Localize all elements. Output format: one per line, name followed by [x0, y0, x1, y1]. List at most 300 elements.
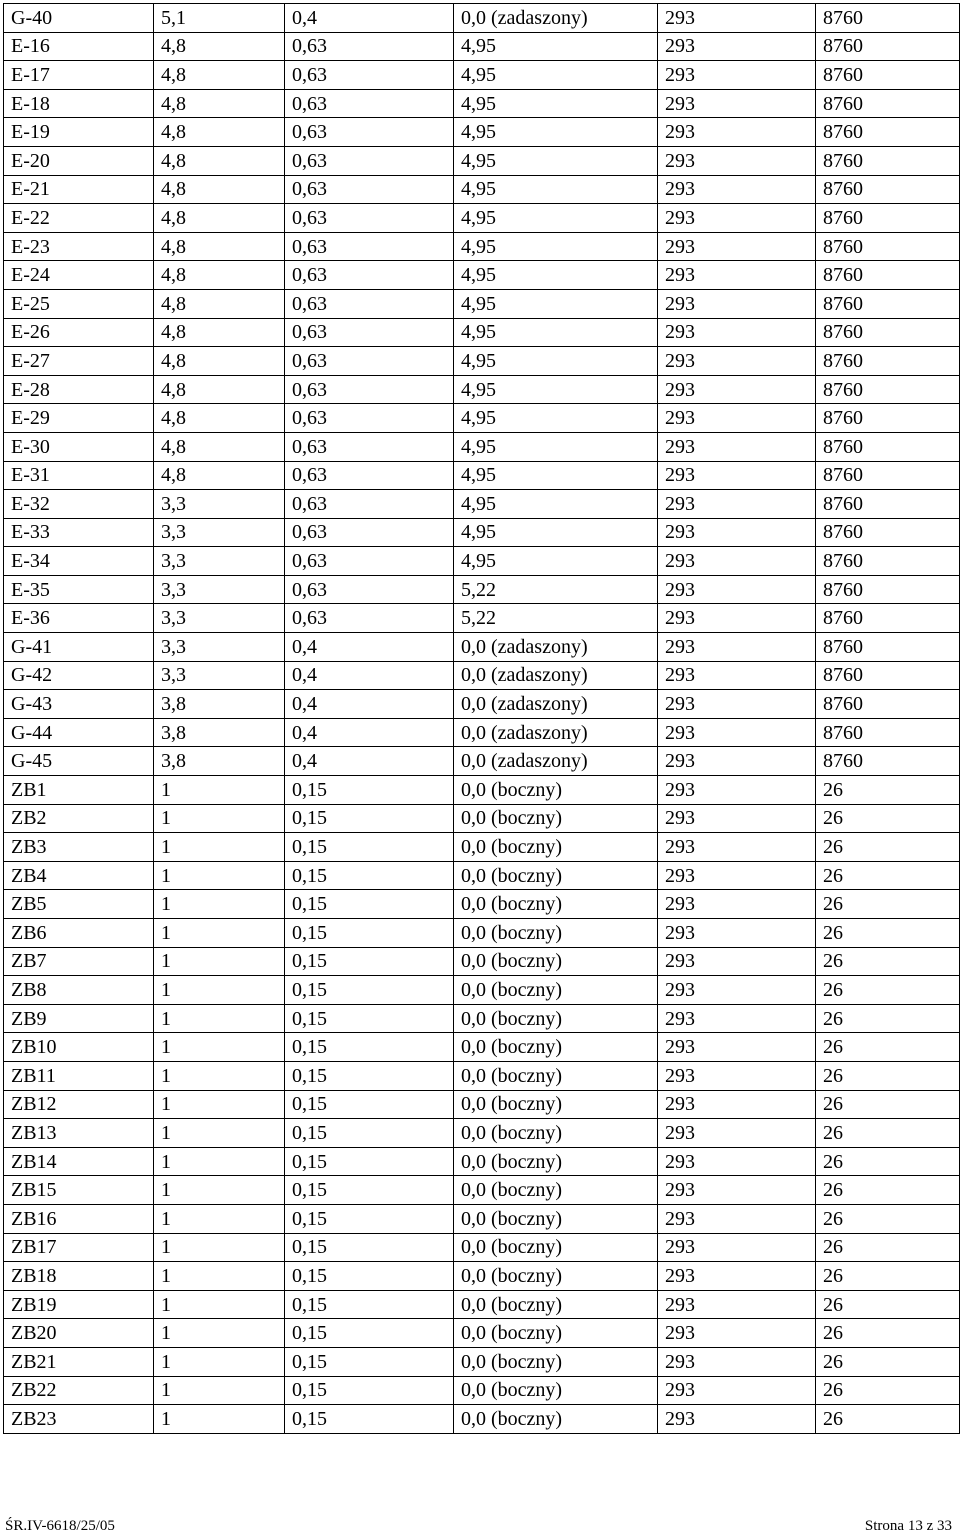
table-cell: 4,8: [154, 232, 285, 261]
table-cell: 8760: [816, 118, 960, 147]
table-cell: 0,15: [285, 1347, 454, 1376]
table-cell: 0,63: [285, 261, 454, 290]
table-row: [4, 261, 960, 290]
table-cell: 0,0 (boczny): [454, 1033, 658, 1062]
table-cell: 1: [154, 976, 285, 1005]
table-cell: 293: [658, 547, 816, 576]
table-cell: 8760: [816, 347, 960, 376]
table-cell: 0,0 (boczny): [454, 1004, 658, 1033]
table-cell: 26: [816, 1033, 960, 1062]
table-cell: 1: [154, 861, 285, 890]
table-cell: 0,15: [285, 976, 454, 1005]
table-cell: 0,63: [285, 318, 454, 347]
table-cell: 1: [154, 1376, 285, 1405]
table-cell: 8760: [816, 289, 960, 318]
table-cell: ZB21: [4, 1347, 154, 1376]
table-cell: E-31: [4, 461, 154, 490]
table-cell: 0,63: [285, 432, 454, 461]
table-cell: ZB3: [4, 833, 154, 862]
table-cell: 0,0 (boczny): [454, 1119, 658, 1148]
table-cell: 0,4: [285, 747, 454, 776]
table-cell: 3,3: [154, 633, 285, 662]
table-cell: E-17: [4, 61, 154, 90]
table-row: [4, 1204, 960, 1233]
table-cell: 0,0 (boczny): [454, 890, 658, 919]
table-cell: 8760: [816, 718, 960, 747]
table-row: [4, 804, 960, 833]
table-row: [4, 575, 960, 604]
table-cell: 4,95: [454, 32, 658, 61]
table-cell: 8760: [816, 261, 960, 290]
table-cell: 26: [816, 776, 960, 805]
table-cell: G-44: [4, 718, 154, 747]
table-cell: 0,0 (boczny): [454, 976, 658, 1005]
table-cell: 0,0 (boczny): [454, 776, 658, 805]
table-cell: 0,63: [285, 490, 454, 519]
table-cell: 26: [816, 890, 960, 919]
table-cell: 4,95: [454, 547, 658, 576]
table-cell: 293: [658, 1204, 816, 1233]
table-cell: G-41: [4, 633, 154, 662]
table-row: [4, 547, 960, 576]
table-row: [4, 146, 960, 175]
table-cell: ZB16: [4, 1204, 154, 1233]
table-cell: E-26: [4, 318, 154, 347]
table-cell: 293: [658, 289, 816, 318]
table-cell: 293: [658, 1233, 816, 1262]
table-cell: 0,0 (boczny): [454, 861, 658, 890]
table-cell: 0,63: [285, 375, 454, 404]
table-row: [4, 1233, 960, 1262]
table-cell: 293: [658, 1176, 816, 1205]
table-cell: 26: [816, 947, 960, 976]
table-cell: 4,95: [454, 261, 658, 290]
table-cell: 0,0 (zadaszony): [454, 747, 658, 776]
table-cell: 0,0 (zadaszony): [454, 661, 658, 690]
table-cell: 293: [658, 690, 816, 719]
table-cell: 0,63: [285, 604, 454, 633]
table-cell: 293: [658, 1119, 816, 1148]
table-cell: 0,15: [285, 776, 454, 805]
table-cell: 8760: [816, 146, 960, 175]
table-cell: E-18: [4, 89, 154, 118]
table-cell: ZB4: [4, 861, 154, 890]
table-cell: E-32: [4, 490, 154, 519]
table-row: [4, 1147, 960, 1176]
table-row: [4, 1061, 960, 1090]
table-row: [4, 661, 960, 690]
table-cell: 8760: [816, 747, 960, 776]
table-cell: 1: [154, 1061, 285, 1090]
table-cell: ZB7: [4, 947, 154, 976]
table-row: [4, 289, 960, 318]
table-row: [4, 1262, 960, 1291]
table-cell: 293: [658, 1319, 816, 1348]
table-cell: 8760: [816, 633, 960, 662]
table-cell: 8760: [816, 604, 960, 633]
table-cell: 8760: [816, 375, 960, 404]
table-cell: ZB22: [4, 1376, 154, 1405]
table-cell: 0,15: [285, 947, 454, 976]
table-cell: 0,4: [285, 661, 454, 690]
table-cell: 0,4: [285, 633, 454, 662]
table-cell: 8760: [816, 204, 960, 233]
table-row: [4, 861, 960, 890]
table-cell: 293: [658, 1376, 816, 1405]
table-cell: 26: [816, 804, 960, 833]
table-cell: ZB1: [4, 776, 154, 805]
table-cell: E-21: [4, 175, 154, 204]
table-cell: 293: [658, 804, 816, 833]
table-cell: 293: [658, 633, 816, 662]
table-cell: 8760: [816, 89, 960, 118]
table-cell: 293: [658, 1147, 816, 1176]
document-reference: ŚR.IV-6618/25/05: [5, 1518, 115, 1534]
table-cell: 4,8: [154, 146, 285, 175]
table-cell: 26: [816, 1376, 960, 1405]
table-cell: 0,0 (boczny): [454, 804, 658, 833]
table-cell: 0,63: [285, 575, 454, 604]
table-cell: E-35: [4, 575, 154, 604]
table-cell: 4,8: [154, 61, 285, 90]
table-cell: 4,95: [454, 118, 658, 147]
table-cell: 0,0 (boczny): [454, 1319, 658, 1348]
table-row: [4, 118, 960, 147]
table-cell: 293: [658, 89, 816, 118]
table-cell: E-34: [4, 547, 154, 576]
table-cell: 0,15: [285, 1204, 454, 1233]
table-cell: 8760: [816, 461, 960, 490]
table-cell: 26: [816, 1262, 960, 1291]
table-cell: 1: [154, 1347, 285, 1376]
table-cell: 1: [154, 1204, 285, 1233]
table-cell: 8760: [816, 490, 960, 519]
table-cell: ZB15: [4, 1176, 154, 1205]
table-cell: 0,15: [285, 1290, 454, 1319]
table-cell: 0,15: [285, 919, 454, 948]
table-cell: 26: [816, 833, 960, 862]
table-row: [4, 232, 960, 261]
table-cell: 0,4: [285, 690, 454, 719]
table-cell: ZB6: [4, 919, 154, 948]
table-cell: E-16: [4, 32, 154, 61]
table-cell: 1: [154, 804, 285, 833]
table-cell: 0,15: [285, 1376, 454, 1405]
table-row: [4, 604, 960, 633]
table-cell: 4,8: [154, 289, 285, 318]
table-cell: 293: [658, 518, 816, 547]
table-cell: 3,8: [154, 747, 285, 776]
table-cell: 4,95: [454, 518, 658, 547]
table-cell: 26: [816, 1119, 960, 1148]
table-cell: 0,15: [285, 1119, 454, 1148]
table-cell: 293: [658, 919, 816, 948]
table-cell: 3,3: [154, 575, 285, 604]
table-cell: E-28: [4, 375, 154, 404]
table-cell: 1: [154, 1262, 285, 1291]
table-cell: 293: [658, 4, 816, 33]
table-row: [4, 690, 960, 719]
table-cell: 1: [154, 1090, 285, 1119]
table-cell: 4,8: [154, 318, 285, 347]
table-cell: 1: [154, 1290, 285, 1319]
table-cell: 293: [658, 404, 816, 433]
table-cell: 0,15: [285, 861, 454, 890]
table-cell: 0,15: [285, 1090, 454, 1119]
table-cell: 293: [658, 661, 816, 690]
table-cell: 0,15: [285, 1405, 454, 1434]
table-row: [4, 204, 960, 233]
table-cell: 293: [658, 146, 816, 175]
table-row: [4, 32, 960, 61]
table-cell: ZB14: [4, 1147, 154, 1176]
table-cell: E-29: [4, 404, 154, 433]
table-row: [4, 633, 960, 662]
table-cell: 0,0 (boczny): [454, 1376, 658, 1405]
table-cell: 0,63: [285, 347, 454, 376]
table-cell: 293: [658, 175, 816, 204]
table-cell: 293: [658, 61, 816, 90]
table-cell: 4,8: [154, 204, 285, 233]
table-cell: ZB12: [4, 1090, 154, 1119]
table-cell: 1: [154, 890, 285, 919]
table-row: [4, 1033, 960, 1062]
table-row: [4, 718, 960, 747]
table-cell: 0,0 (boczny): [454, 1262, 658, 1291]
table-cell: 4,8: [154, 461, 285, 490]
table-row: [4, 1004, 960, 1033]
table-cell: ZB10: [4, 1033, 154, 1062]
table-cell: 26: [816, 1319, 960, 1348]
table-cell: 0,0 (boczny): [454, 1233, 658, 1262]
table-cell: 4,8: [154, 432, 285, 461]
table-cell: 1: [154, 1033, 285, 1062]
table-cell: 0,0 (zadaszony): [454, 633, 658, 662]
table-cell: 293: [658, 1061, 816, 1090]
table-cell: 26: [816, 1061, 960, 1090]
table-cell: ZB17: [4, 1233, 154, 1262]
table-cell: 0,0 (boczny): [454, 1090, 658, 1119]
table-row: [4, 1319, 960, 1348]
table-cell: 26: [816, 1405, 960, 1434]
table-cell: 293: [658, 1090, 816, 1119]
table-cell: ZB23: [4, 1405, 154, 1434]
table-cell: 293: [658, 575, 816, 604]
table-cell: 3,3: [154, 490, 285, 519]
table-cell: 3,8: [154, 690, 285, 719]
table-cell: 4,8: [154, 118, 285, 147]
table-row: [4, 1347, 960, 1376]
table-row: [4, 1376, 960, 1405]
table-cell: 4,95: [454, 232, 658, 261]
table-cell: 0,15: [285, 1147, 454, 1176]
table-row: [4, 432, 960, 461]
table-cell: 8760: [816, 232, 960, 261]
table-cell: 293: [658, 1033, 816, 1062]
table-row: [4, 61, 960, 90]
table-cell: 0,63: [285, 289, 454, 318]
table-cell: 0,0 (zadaszony): [454, 4, 658, 33]
table-cell: 26: [816, 1176, 960, 1205]
table-cell: 0,0 (boczny): [454, 1347, 658, 1376]
table-cell: 0,63: [285, 232, 454, 261]
table-row: [4, 947, 960, 976]
table-cell: 0,0 (boczny): [454, 947, 658, 976]
table-cell: 8760: [816, 32, 960, 61]
table-cell: 293: [658, 776, 816, 805]
table-cell: ZB19: [4, 1290, 154, 1319]
table-cell: 0,0 (boczny): [454, 1061, 658, 1090]
table-cell: 8760: [816, 547, 960, 576]
table-row: [4, 175, 960, 204]
table-row: [4, 890, 960, 919]
table-cell: E-33: [4, 518, 154, 547]
table-cell: 1: [154, 947, 285, 976]
table-cell: 1: [154, 1405, 285, 1434]
table-row: [4, 1405, 960, 1434]
table-cell: 1: [154, 1233, 285, 1262]
table-cell: 293: [658, 718, 816, 747]
table-row: [4, 318, 960, 347]
table-cell: ZB5: [4, 890, 154, 919]
table-row: [4, 747, 960, 776]
table-cell: ZB18: [4, 1262, 154, 1291]
table-row: [4, 490, 960, 519]
table-cell: 0,15: [285, 1061, 454, 1090]
table-cell: 3,8: [154, 718, 285, 747]
table-cell: 0,63: [285, 518, 454, 547]
table-row: [4, 404, 960, 433]
table-cell: 8760: [816, 4, 960, 33]
table-cell: ZB2: [4, 804, 154, 833]
table-cell: E-27: [4, 347, 154, 376]
table-cell: 26: [816, 976, 960, 1005]
table-cell: 0,0 (boczny): [454, 1147, 658, 1176]
table-cell: 0,0 (boczny): [454, 1204, 658, 1233]
table-cell: 293: [658, 1004, 816, 1033]
table-cell: 293: [658, 1262, 816, 1291]
table-cell: 26: [816, 1204, 960, 1233]
table-cell: 293: [658, 32, 816, 61]
table-cell: 293: [658, 833, 816, 862]
table-cell: 0,0 (boczny): [454, 833, 658, 862]
table-cell: 26: [816, 861, 960, 890]
table-cell: 0,63: [285, 175, 454, 204]
table-cell: 0,0 (boczny): [454, 1290, 658, 1319]
table-cell: 4,95: [454, 432, 658, 461]
table-cell: 8760: [816, 575, 960, 604]
table-cell: 0,4: [285, 4, 454, 33]
table-cell: 0,15: [285, 1004, 454, 1033]
table-cell: 1: [154, 1119, 285, 1148]
table-cell: 1: [154, 1176, 285, 1205]
table-cell: 4,8: [154, 175, 285, 204]
table-cell: 8760: [816, 432, 960, 461]
table-row: [4, 1290, 960, 1319]
table-cell: 8760: [816, 661, 960, 690]
table-cell: 0,63: [285, 32, 454, 61]
table-cell: 5,22: [454, 575, 658, 604]
table-cell: 0,0 (zadaszony): [454, 690, 658, 719]
table-cell: 26: [816, 1147, 960, 1176]
table-cell: G-42: [4, 661, 154, 690]
table-cell: 293: [658, 947, 816, 976]
table-row: [4, 518, 960, 547]
table-row: [4, 461, 960, 490]
table-cell: 0,63: [285, 146, 454, 175]
table-cell: ZB20: [4, 1319, 154, 1348]
table-cell: 0,4: [285, 718, 454, 747]
table-cell: 0,15: [285, 1233, 454, 1262]
table-cell: 26: [816, 1090, 960, 1119]
table-cell: 293: [658, 318, 816, 347]
table-cell: E-22: [4, 204, 154, 233]
table-cell: E-24: [4, 261, 154, 290]
table-cell: 4,95: [454, 175, 658, 204]
table-cell: G-43: [4, 690, 154, 719]
table-cell: 293: [658, 204, 816, 233]
emission-sources-table: [3, 3, 960, 1434]
table-cell: 293: [658, 604, 816, 633]
table-cell: 293: [658, 1290, 816, 1319]
table-cell: 0,15: [285, 1319, 454, 1348]
table-cell: 293: [658, 976, 816, 1005]
table-cell: 26: [816, 1233, 960, 1262]
table-cell: 293: [658, 861, 816, 890]
table-cell: 26: [816, 919, 960, 948]
table-cell: 293: [658, 890, 816, 919]
table-cell: 4,95: [454, 318, 658, 347]
table-cell: 4,8: [154, 404, 285, 433]
table-cell: 0,15: [285, 833, 454, 862]
table-cell: 293: [658, 347, 816, 376]
table-cell: 1: [154, 1147, 285, 1176]
table-cell: 0,0 (boczny): [454, 1405, 658, 1434]
table-cell: 0,63: [285, 61, 454, 90]
table-cell: 0,63: [285, 461, 454, 490]
table-cell: 3,3: [154, 661, 285, 690]
table-cell: 8760: [816, 518, 960, 547]
table-cell: 4,8: [154, 89, 285, 118]
table-row: [4, 776, 960, 805]
table-cell: 293: [658, 432, 816, 461]
table-cell: 293: [658, 461, 816, 490]
table-cell: ZB11: [4, 1061, 154, 1090]
table-row: [4, 976, 960, 1005]
table-row: [4, 347, 960, 376]
table-cell: 0,0 (zadaszony): [454, 718, 658, 747]
table-cell: 4,95: [454, 146, 658, 175]
table-row: [4, 919, 960, 948]
table-cell: E-20: [4, 146, 154, 175]
table-cell: 0,63: [285, 89, 454, 118]
table-cell: 5,22: [454, 604, 658, 633]
table-cell: 4,8: [154, 261, 285, 290]
table-body: [4, 4, 960, 1434]
table-cell: 3,3: [154, 518, 285, 547]
table-cell: 293: [658, 375, 816, 404]
table-cell: E-23: [4, 232, 154, 261]
table-cell: 293: [658, 261, 816, 290]
table-row: [4, 375, 960, 404]
table-cell: 8760: [816, 404, 960, 433]
table-cell: 8760: [816, 318, 960, 347]
table-row: [4, 4, 960, 33]
table-cell: 4,8: [154, 347, 285, 376]
table-cell: 0,15: [285, 1262, 454, 1291]
table-cell: 293: [658, 232, 816, 261]
table-cell: 293: [658, 118, 816, 147]
